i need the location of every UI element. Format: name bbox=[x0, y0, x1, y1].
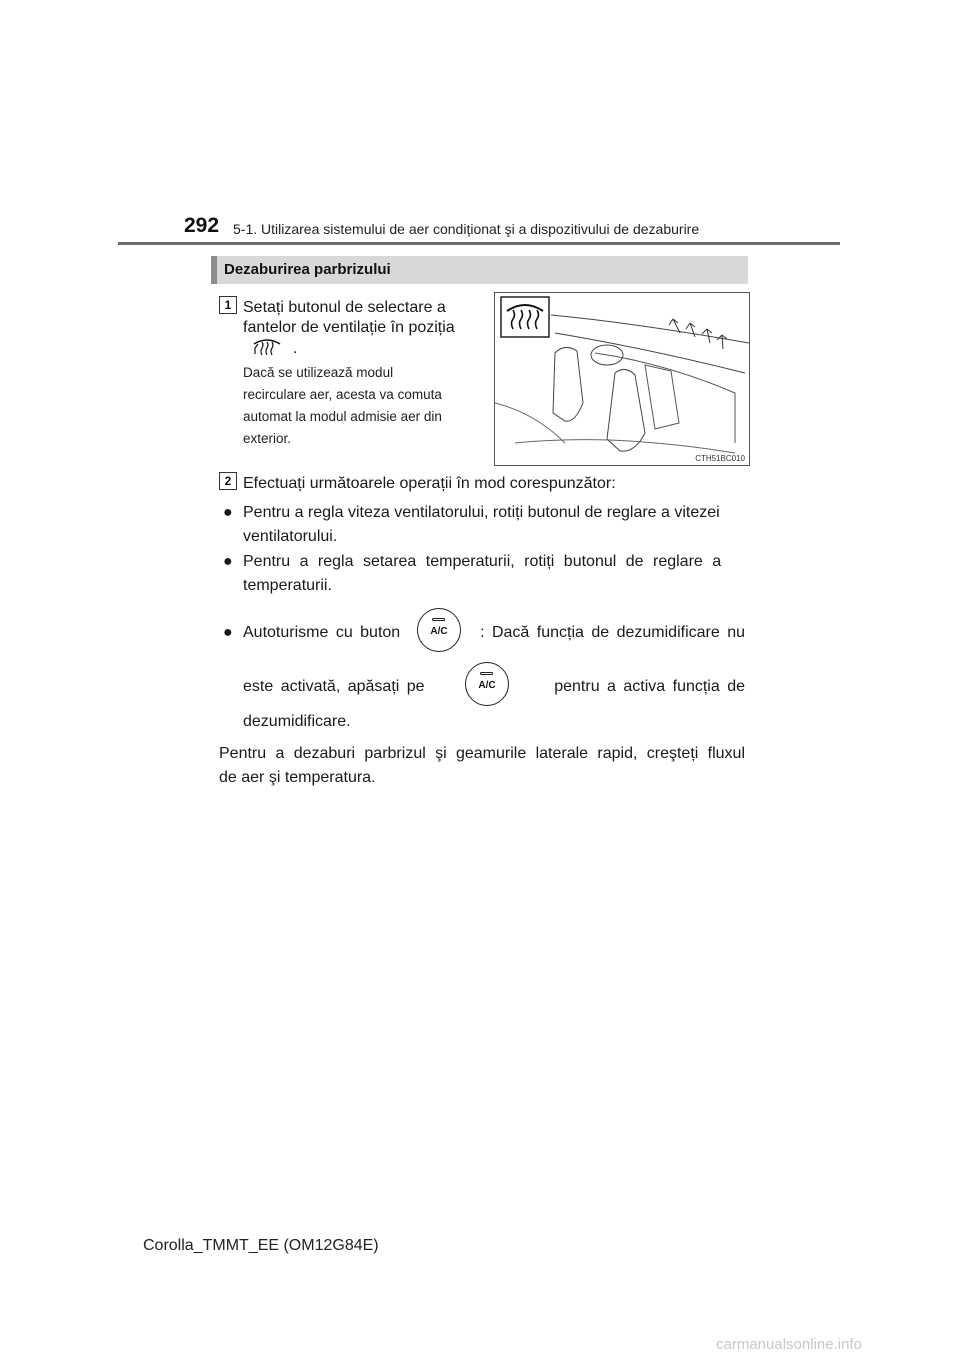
bullet-dot: ● bbox=[223, 504, 233, 521]
ac-button-icon bbox=[417, 608, 461, 652]
step-1-text-line1: Setați butonul de selectare a bbox=[243, 299, 446, 316]
step-1-note-line2: recirculare aer, acesta va comuta bbox=[243, 387, 442, 402]
step-1-note-line3: automat la modul admisie aer din bbox=[243, 409, 442, 424]
bullet-2-line1: Pentru a regla setarea temperaturii, rotiți butonul de reglare a bbox=[243, 553, 722, 570]
step-2-badge: 2 bbox=[219, 472, 237, 490]
step-1-badge: 1 bbox=[219, 296, 237, 314]
step-1-text-line2: fantelor de ventilație în poziția bbox=[243, 319, 455, 336]
bullet-dot: ● bbox=[223, 624, 233, 641]
figure-code: CTH51BC010 bbox=[695, 454, 745, 463]
ac-button-label: A/C bbox=[430, 626, 448, 637]
ac-bullet-part5: dezumidificare. bbox=[243, 713, 351, 730]
step-2-text: Efectuați următoarele operații în mod corespunzător: bbox=[243, 475, 616, 492]
windshield-defrost-icon bbox=[252, 336, 282, 358]
bullet-2-line2: temperaturii. bbox=[243, 577, 332, 594]
ac-bullet-part1: Autoturisme cu buton bbox=[243, 624, 401, 641]
dashboard-illustration bbox=[494, 292, 750, 466]
step-1-note-line4: exterior. bbox=[243, 431, 292, 446]
page-number: 292 bbox=[184, 214, 220, 237]
ac-bullet-part2: : Dacă funcția de dezumidificare nu bbox=[480, 624, 745, 641]
document-footer: Corolla_TMMT_EE (OM12G84E) bbox=[143, 1237, 379, 1254]
watermark: carmanualsonline.info bbox=[716, 1336, 862, 1353]
bullet-1-line1: Pentru a regla viteza ventilatorului, rotiți butonul de reglare a vitezei bbox=[243, 504, 720, 521]
bullet-1-line2: ventilatorului. bbox=[243, 528, 338, 545]
chapter-title: 5-1. Utilizarea sistemului de aer condiționat şi a dispozitivului de dezaburire bbox=[233, 221, 700, 237]
header-divider bbox=[118, 242, 840, 245]
ac-bullet-part3: este activată, apăsați pe bbox=[243, 678, 425, 695]
ac-button-label: A/C bbox=[478, 680, 496, 691]
ac-bullet-part4: pentru a activa funcția de bbox=[554, 678, 745, 695]
ac-button-icon bbox=[465, 662, 509, 706]
section-title: Dezaburirea parbrizului bbox=[224, 261, 391, 278]
step-1-note-line1: Dacă se utilizează modul bbox=[243, 365, 394, 380]
step-1-period: . bbox=[293, 340, 298, 357]
body-paragraph-line2: de aer şi temperatura. bbox=[219, 769, 376, 786]
body-paragraph-line1: Pentru a dezaburi parbrizul şi geamurile laterale rapid, creşteți fluxul bbox=[219, 745, 745, 762]
car-interior-drawing bbox=[495, 293, 749, 465]
bullet-dot: ● bbox=[223, 553, 233, 570]
